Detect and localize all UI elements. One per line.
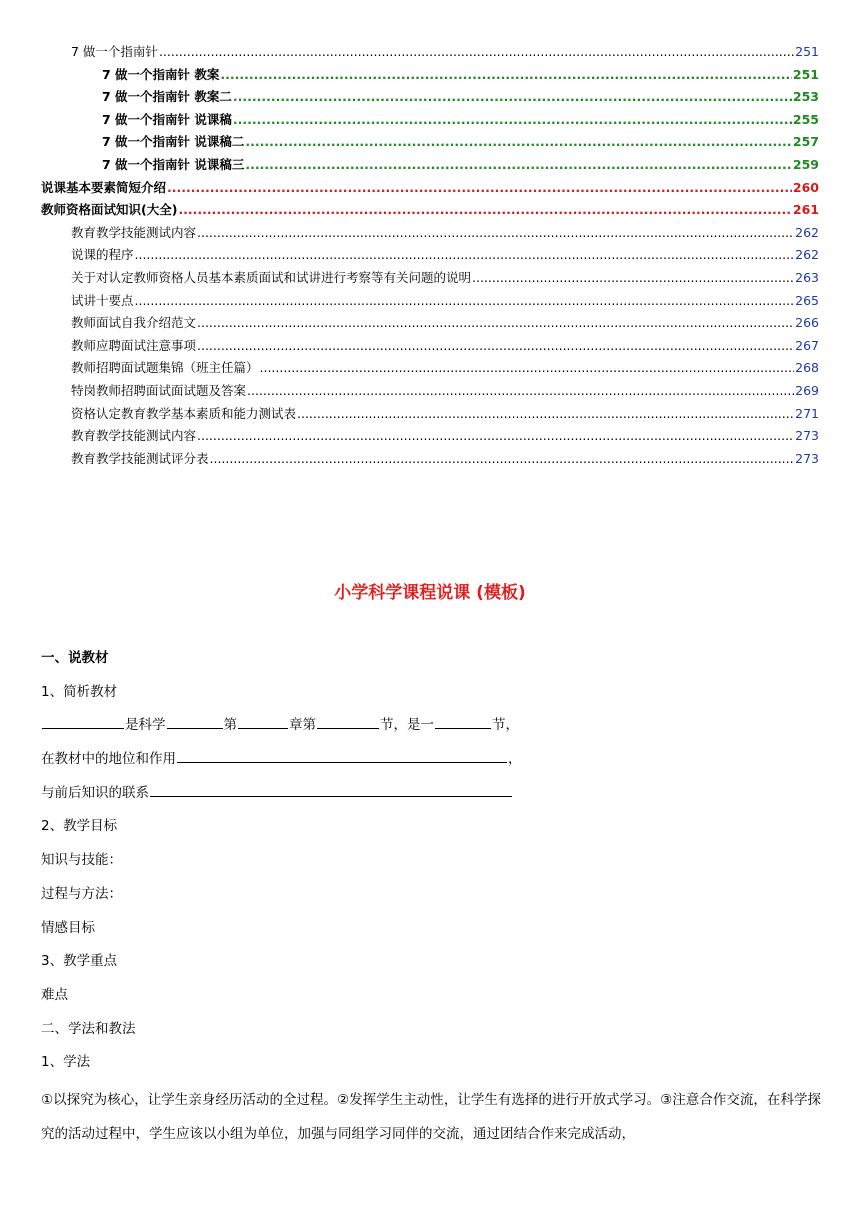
toc-entry[interactable] [41,245,819,268]
document-title: 小学科学课程说课 (模板) [334,583,526,603]
toc-page-number: 251 [792,66,819,82]
body-text: 情感目标 [41,919,95,936]
toc-entry[interactable] [41,178,819,201]
toc-page-number: 269 [795,382,819,398]
toc-title: 7 做一个指南针 说课稿二 [102,134,245,150]
toc-entry[interactable] [41,268,819,291]
fill-text: 节， [492,717,519,734]
toc-page-number: 260 [792,179,819,195]
blank-line [317,713,379,729]
toc-title: 关于对认定教师资格人员基本素质面试和试讲进行考察等有关问题的说明 [71,269,472,285]
toc-leader-dots [159,46,794,59]
toc-page-number: 255 [792,111,819,127]
toc-entry[interactable] [41,336,819,359]
document-body [41,646,821,1151]
fill-in-line [41,747,821,781]
toc-leader-dots [233,114,792,127]
toc-leader-dots [245,159,792,172]
fill-text: 章第 [289,717,316,734]
toc-title: 7 做一个指南针 说课稿 [102,111,232,127]
subsection-heading: 2、教学目标 [41,818,118,835]
toc-leader-dots [233,91,792,104]
toc-page-number: 261 [792,202,819,218]
toc-entry[interactable] [41,223,819,246]
toc-title: 试讲十要点 [71,292,134,308]
blank-line [42,713,124,729]
toc-leader-dots [260,362,795,375]
toc-entry[interactable] [41,426,819,449]
toc-leader-dots [135,295,795,308]
toc-entry[interactable] [41,132,819,155]
toc-title: 特岗教师招聘面试面试题及答案 [71,382,247,398]
toc-leader-dots [472,272,794,285]
toc-entry[interactable] [41,110,819,133]
toc-leader-dots [167,182,792,195]
toc-page-number: 263 [795,269,819,285]
toc-title: 教育教学技能测试内容 [71,428,197,444]
toc-leader-dots [197,430,794,443]
toc-page-number: 262 [795,247,819,263]
toc-page-number: 262 [795,224,819,240]
toc-entry[interactable] [41,155,819,178]
toc-entry[interactable] [41,42,819,65]
fill-text: 节，是一 [380,717,434,734]
fill-in-line [41,713,821,747]
subsection-heading: 1、简析教材 [41,683,118,700]
toc-title: 7 做一个指南针 教案 [102,66,220,82]
toc-page-number: 251 [795,44,819,59]
section-heading: 二、学法和教法 [41,1020,136,1037]
fill-in-line [41,781,821,815]
toc-page-number: 266 [795,315,819,331]
blank-line [150,781,512,797]
toc-page-number: 259 [792,156,819,172]
toc-page-number: 268 [795,360,819,376]
toc-entry[interactable] [41,358,819,381]
fill-text: ， [508,751,522,768]
toc-entry[interactable] [41,87,819,110]
blank-line [177,747,507,763]
toc-title: 7 做一个指南针 教案二 [102,89,232,105]
blank-line [238,713,288,729]
toc-entry[interactable] [41,200,819,223]
section-heading: 一、说教材 [41,650,109,666]
toc-title: 7 做一个指南针 说课稿三 [102,156,245,172]
toc-leader-dots [135,249,795,262]
fill-text: 第 [223,717,237,734]
toc-title: 教师招聘面试题集锦（班主任篇） [71,360,259,376]
toc-page-number: 267 [795,337,819,353]
toc-page-number: 273 [795,450,819,466]
toc-title: 教师资格面试知识(大全) [41,202,178,218]
toc-leader-dots [197,340,794,353]
toc-leader-dots [220,69,792,82]
blank-line [167,713,223,729]
toc-title: 教育教学技能测试内容 [71,224,197,240]
toc-page-number: 273 [795,428,819,444]
toc-entry[interactable] [41,291,819,314]
toc-leader-dots [247,385,794,398]
subsection-heading: 3、教学重点 [41,953,118,970]
fill-text: 在教材中的地位和作用 [41,751,176,768]
toc-leader-dots [197,317,794,330]
toc-title: 教师应聘面试注意事项 [71,337,197,353]
toc-entry[interactable] [41,313,819,336]
body-text: 过程与方法： [41,885,122,902]
toc-title: 资格认定教育教学基本素质和能力测试表 [71,405,297,421]
toc-title: 教育教学技能测试评分表 [71,450,209,466]
toc-page-number: 271 [795,405,819,421]
toc-entry[interactable] [41,381,819,404]
toc-entry[interactable] [41,404,819,427]
toc-entry[interactable] [41,449,819,472]
toc-title: 说课的程序 [71,247,134,263]
toc-leader-dots [245,136,792,149]
toc-title: 教师面试自我介绍范文 [71,315,197,331]
table-of-contents [41,42,819,471]
fill-text: 与前后知识的联系 [41,784,149,801]
toc-leader-dots [297,408,794,421]
body-text: 知识与技能： [41,852,122,869]
toc-page-number: 253 [792,89,819,105]
blank-line [435,713,491,729]
toc-title: 7 做一个指南针 [71,44,158,59]
toc-title: 说课基本要素简短介绍 [41,179,167,195]
toc-leader-dots [178,204,791,217]
toc-entry[interactable] [41,65,819,88]
fill-text: 是科学 [125,717,166,734]
body-text: 难点 [41,986,68,1003]
toc-page-number: 265 [795,292,819,308]
toc-leader-dots [210,453,795,466]
body-paragraph: ①以探究为核心，让学生亲身经历活动的全过程。②发挥学生主动性，让学生有选择的进行开放式学习。③注意合作交流，在科学探究的活动过程中，学生应该以小组为单位，加强与同组学习同伴的交流，通过团结合作来完成活动， [41,1091,821,1142]
toc-leader-dots [197,227,794,240]
toc-page-number: 257 [792,134,819,150]
subsection-heading: 1、学法 [41,1054,91,1071]
